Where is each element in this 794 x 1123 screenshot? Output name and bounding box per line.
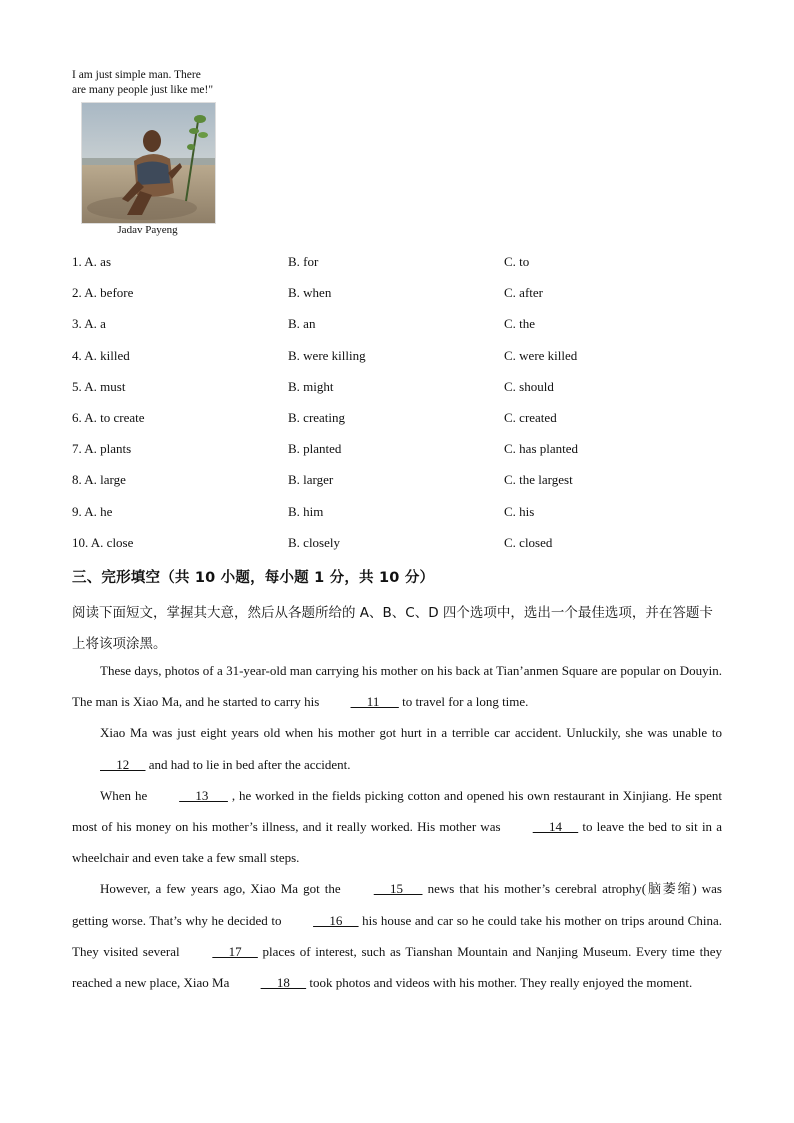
option-b: B. for [288, 254, 319, 269]
blank-17: 17 [212, 943, 258, 959]
option-row [72, 410, 732, 441]
option-c: C. closed [504, 534, 553, 550]
option-c: C. the largest [504, 472, 573, 488]
passage-text: Xiao Ma was just eight years old when his mother got hurt in a terrible car accident. Unluckily, she was unable to [100, 725, 722, 741]
option-a: 1. A. as [72, 254, 111, 269]
option-c: C. created [504, 409, 557, 425]
option-a: 2. A. before [72, 285, 134, 301]
option-row [72, 504, 732, 535]
blank-12: 12 [100, 756, 146, 772]
quote-line: are many people just like me!" [72, 84, 214, 96]
passage-text: places of interest, such as Tianshan Mountain and Nanjing Museum. Every time they reached a new place, Xiao Ma [72, 943, 722, 991]
option-a: 5. A. must [72, 378, 126, 394]
photo-caption: Jadav Payeng [117, 224, 178, 236]
option-row [72, 285, 732, 316]
section-instructions: 阅读下面短文，掌握其大意，然后从各题所给的 A、B、C、D 四个选项中，选出一个最佳选项，并在答题卡上将该项涂黑。 [72, 605, 713, 652]
option-row [72, 348, 732, 379]
photo-quote [72, 68, 242, 98]
passage-paragraph [72, 717, 722, 779]
option-c: C. after [504, 285, 543, 301]
option-a: 6. A. to create [72, 409, 145, 425]
passage-text: However, a few years ago, Xiao Ma got the [100, 881, 346, 897]
passage-paragraph [72, 873, 722, 998]
option-a: 8. A. large [72, 472, 126, 488]
option-row [72, 316, 732, 347]
option-b: B. creating [288, 409, 346, 425]
section-heading: 三、完形填空（共 10 小题，每小题 1 分，共 10 分） [72, 570, 435, 586]
option-b: B. an [288, 316, 316, 332]
option-b: B. were killing [288, 347, 366, 363]
photo-man-planting-tree [81, 102, 216, 224]
option-row [72, 254, 732, 285]
blank-11: 11 [350, 694, 399, 710]
passage-text: to travel for a long time. [398, 694, 529, 710]
passage-text: to leave the bed to sit in a wheelchair and even take a few small steps. [72, 819, 722, 866]
option-row [72, 379, 732, 410]
option-c: C. his [504, 503, 535, 519]
option-b: B. larger [288, 472, 334, 488]
blank-16: 16 [313, 912, 359, 928]
passage-text: , he worked in the fields picking cotton and opened his own restaurant in Xinjiang. He spent most of his money on his mother’s illness, and it really worked. His mother was [72, 787, 722, 835]
passage-text: news that his mother’s cerebral atrophy(脑萎缩) was getting worse. That’s why he decided to [72, 881, 722, 928]
cloze-passage [72, 655, 722, 998]
blank-14: 14 [532, 819, 579, 835]
option-a: 10. A. close [72, 534, 134, 550]
option-c: C. has planted [504, 441, 579, 457]
blank-13: 13 [179, 787, 228, 803]
blank-15: 15 [373, 881, 423, 897]
option-a: 9. A. he [72, 503, 113, 519]
option-a: 3. A. a [72, 316, 106, 332]
option-c: C. should [504, 378, 554, 394]
option-row [72, 441, 732, 472]
option-row [72, 472, 732, 503]
answer-options-list [72, 254, 732, 566]
option-b: B. planted [288, 441, 342, 457]
option-b: B. when [288, 285, 332, 301]
passage-text: took photos and videos with his mother. They really enjoyed the moment. [306, 975, 693, 991]
blank-18: 18 [260, 975, 307, 991]
passage-paragraph [72, 780, 722, 874]
passage-text: When he [100, 787, 152, 803]
passage-text: These days, photos of a 31-year-old man carrying his mother on his back at Tian’anmen Square are popular on Douyin. The man is Xiao Ma, and he started to carry his [72, 663, 722, 710]
passage-text: and had to lie in bed after the accident. [145, 756, 351, 772]
passage-text: his house and car so he could take his mother on trips around China. They visited several [72, 912, 722, 959]
option-a: 4. A. killed [72, 347, 130, 363]
option-b: B. him [288, 503, 324, 519]
option-row [72, 535, 732, 566]
quote-line: I am just simple man. There [72, 69, 201, 81]
option-c: C. to [504, 254, 530, 269]
passage-paragraph [72, 655, 722, 717]
option-c: C. were killed [504, 347, 578, 363]
option-a: 7. A. plants [72, 441, 132, 457]
option-b: B. might [288, 378, 334, 394]
option-c: C. the [504, 316, 536, 332]
option-b: B. closely [288, 534, 340, 550]
